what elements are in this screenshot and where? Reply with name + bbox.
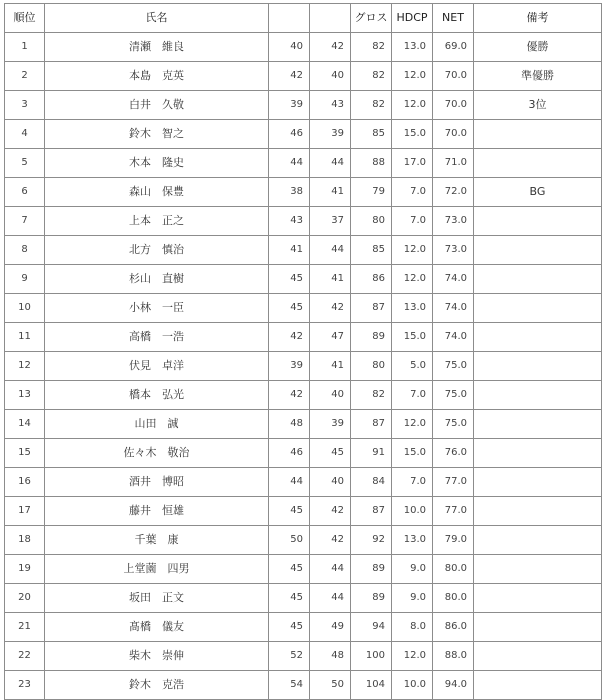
gross-cell: 104 <box>351 671 392 700</box>
rank-cell: 14 <box>5 410 45 439</box>
name-cell: 山田 誠 <box>45 410 269 439</box>
in-score-cell: 50 <box>310 671 351 700</box>
in-score-cell: 37 <box>310 207 351 236</box>
table-row <box>5 468 602 497</box>
table-row <box>5 265 602 294</box>
name-cell: 坂田 正文 <box>45 584 269 613</box>
name-cell: 藤井 恒雄 <box>45 497 269 526</box>
net-cell: 70.0 <box>433 62 474 91</box>
rank-cell: 21 <box>5 613 45 642</box>
in-score-cell: 39 <box>310 410 351 439</box>
gross-cell: 88 <box>351 149 392 178</box>
table-row <box>5 178 602 207</box>
in-score-cell: 44 <box>310 584 351 613</box>
table-row <box>5 642 602 671</box>
out-score-cell: 45 <box>269 294 310 323</box>
table-row <box>5 439 602 468</box>
hdcp-cell: 5.0 <box>392 352 433 381</box>
remarks-cell <box>474 120 602 149</box>
net-cell: 69.0 <box>433 33 474 62</box>
in-score-cell: 43 <box>310 91 351 120</box>
remarks-cell: 準優勝 <box>474 62 602 91</box>
hdcp-cell: 13.0 <box>392 33 433 62</box>
out-score-cell: 45 <box>269 265 310 294</box>
net-cell: 88.0 <box>433 642 474 671</box>
out-score-cell: 45 <box>269 497 310 526</box>
name-cell: 酒井 博昭 <box>45 468 269 497</box>
rank-cell: 3 <box>5 91 45 120</box>
hdcp-cell: 12.0 <box>392 62 433 91</box>
in-score-cell: 41 <box>310 352 351 381</box>
in-score-cell: 49 <box>310 613 351 642</box>
header-net: NET <box>433 4 474 33</box>
name-cell: 白井 久敬 <box>45 91 269 120</box>
remarks-cell <box>474 613 602 642</box>
gross-cell: 92 <box>351 526 392 555</box>
gross-cell: 87 <box>351 294 392 323</box>
rank-cell: 8 <box>5 236 45 265</box>
rank-cell: 15 <box>5 439 45 468</box>
remarks-cell <box>474 323 602 352</box>
net-cell: 80.0 <box>433 584 474 613</box>
gross-cell: 94 <box>351 613 392 642</box>
out-score-cell: 41 <box>269 236 310 265</box>
gross-cell: 89 <box>351 584 392 613</box>
net-cell: 71.0 <box>433 149 474 178</box>
gross-cell: 89 <box>351 323 392 352</box>
table-row <box>5 294 602 323</box>
header-name: 氏名 <box>45 4 269 33</box>
in-score-cell: 48 <box>310 642 351 671</box>
out-score-cell: 46 <box>269 439 310 468</box>
table-row <box>5 613 602 642</box>
hdcp-cell: 12.0 <box>392 410 433 439</box>
header-remarks: 備考 <box>474 4 602 33</box>
rank-cell: 18 <box>5 526 45 555</box>
hdcp-cell: 15.0 <box>392 439 433 468</box>
name-cell: 木本 隆史 <box>45 149 269 178</box>
name-cell: 柴木 崇伸 <box>45 642 269 671</box>
in-score-cell: 42 <box>310 294 351 323</box>
name-cell: 伏見 卓洋 <box>45 352 269 381</box>
gross-cell: 80 <box>351 207 392 236</box>
hdcp-cell: 17.0 <box>392 149 433 178</box>
gross-cell: 80 <box>351 352 392 381</box>
in-score-cell: 44 <box>310 555 351 584</box>
name-cell: 高橋 一浩 <box>45 323 269 352</box>
net-cell: 75.0 <box>433 381 474 410</box>
name-cell: 清瀬 維良 <box>45 33 269 62</box>
remarks-cell <box>474 439 602 468</box>
out-score-cell: 38 <box>269 178 310 207</box>
out-score-cell: 44 <box>269 468 310 497</box>
table-row <box>5 497 602 526</box>
hdcp-cell: 10.0 <box>392 671 433 700</box>
out-score-cell: 43 <box>269 207 310 236</box>
name-cell: 小林 一臣 <box>45 294 269 323</box>
name-cell: 上堂薗 四男 <box>45 555 269 584</box>
rank-cell: 13 <box>5 381 45 410</box>
net-cell: 73.0 <box>433 207 474 236</box>
gross-cell: 87 <box>351 410 392 439</box>
remarks-cell <box>474 236 602 265</box>
table-row <box>5 584 602 613</box>
hdcp-cell: 7.0 <box>392 178 433 207</box>
rank-cell: 12 <box>5 352 45 381</box>
hdcp-cell: 13.0 <box>392 526 433 555</box>
in-score-cell: 41 <box>310 178 351 207</box>
header-out <box>269 4 310 33</box>
out-score-cell: 39 <box>269 91 310 120</box>
name-cell: 橋本 弘光 <box>45 381 269 410</box>
remarks-cell <box>474 671 602 700</box>
gross-cell: 91 <box>351 439 392 468</box>
in-score-cell: 41 <box>310 265 351 294</box>
hdcp-cell: 9.0 <box>392 584 433 613</box>
name-cell: 千葉 康 <box>45 526 269 555</box>
header-gross: グロス <box>351 4 392 33</box>
table-row <box>5 62 602 91</box>
net-cell: 72.0 <box>433 178 474 207</box>
out-score-cell: 42 <box>269 62 310 91</box>
gross-cell: 86 <box>351 265 392 294</box>
net-cell: 75.0 <box>433 352 474 381</box>
table-row <box>5 671 602 700</box>
remarks-cell <box>474 381 602 410</box>
net-cell: 86.0 <box>433 613 474 642</box>
hdcp-cell: 13.0 <box>392 294 433 323</box>
table-row <box>5 410 602 439</box>
gross-cell: 82 <box>351 381 392 410</box>
out-score-cell: 45 <box>269 584 310 613</box>
out-score-cell: 48 <box>269 410 310 439</box>
table-row <box>5 91 602 120</box>
hdcp-cell: 15.0 <box>392 323 433 352</box>
gross-cell: 85 <box>351 236 392 265</box>
in-score-cell: 42 <box>310 497 351 526</box>
out-score-cell: 52 <box>269 642 310 671</box>
table-row <box>5 323 602 352</box>
table-row <box>5 381 602 410</box>
hdcp-cell: 7.0 <box>392 381 433 410</box>
hdcp-cell: 12.0 <box>392 642 433 671</box>
name-cell: 森山 保豊 <box>45 178 269 207</box>
rank-cell: 9 <box>5 265 45 294</box>
remarks-cell <box>474 468 602 497</box>
in-score-cell: 42 <box>310 33 351 62</box>
table-row <box>5 526 602 555</box>
net-cell: 80.0 <box>433 555 474 584</box>
gross-cell: 82 <box>351 62 392 91</box>
net-cell: 70.0 <box>433 120 474 149</box>
header-row <box>5 4 602 33</box>
table-row <box>5 207 602 236</box>
rank-cell: 19 <box>5 555 45 584</box>
rank-cell: 10 <box>5 294 45 323</box>
rank-cell: 11 <box>5 323 45 352</box>
rank-cell: 2 <box>5 62 45 91</box>
gross-cell: 100 <box>351 642 392 671</box>
hdcp-cell: 7.0 <box>392 468 433 497</box>
net-cell: 74.0 <box>433 265 474 294</box>
net-cell: 73.0 <box>433 236 474 265</box>
hdcp-cell: 12.0 <box>392 236 433 265</box>
hdcp-cell: 8.0 <box>392 613 433 642</box>
remarks-cell <box>474 497 602 526</box>
name-cell: 鈴木 克浩 <box>45 671 269 700</box>
table-row <box>5 555 602 584</box>
gross-cell: 82 <box>351 33 392 62</box>
remarks-cell <box>474 294 602 323</box>
rank-cell: 20 <box>5 584 45 613</box>
net-cell: 74.0 <box>433 294 474 323</box>
out-score-cell: 46 <box>269 120 310 149</box>
rank-cell: 17 <box>5 497 45 526</box>
hdcp-cell: 12.0 <box>392 265 433 294</box>
in-score-cell: 44 <box>310 236 351 265</box>
remarks-cell: BG <box>474 178 602 207</box>
in-score-cell: 45 <box>310 439 351 468</box>
in-score-cell: 40 <box>310 62 351 91</box>
out-score-cell: 42 <box>269 381 310 410</box>
rank-cell: 7 <box>5 207 45 236</box>
remarks-cell <box>474 555 602 584</box>
name-cell: 鈴木 智之 <box>45 120 269 149</box>
gross-cell: 89 <box>351 555 392 584</box>
remarks-cell <box>474 265 602 294</box>
remarks-cell <box>474 149 602 178</box>
hdcp-cell: 9.0 <box>392 555 433 584</box>
name-cell: 上本 正之 <box>45 207 269 236</box>
rank-cell: 23 <box>5 671 45 700</box>
rank-cell: 5 <box>5 149 45 178</box>
net-cell: 76.0 <box>433 439 474 468</box>
table-row <box>5 236 602 265</box>
table-row <box>5 149 602 178</box>
gross-cell: 85 <box>351 120 392 149</box>
remarks-cell <box>474 526 602 555</box>
remarks-cell <box>474 642 602 671</box>
remarks-cell <box>474 584 602 613</box>
out-score-cell: 45 <box>269 613 310 642</box>
gross-cell: 87 <box>351 497 392 526</box>
hdcp-cell: 15.0 <box>392 120 433 149</box>
header-in <box>310 4 351 33</box>
remarks-cell: 3位 <box>474 91 602 120</box>
hdcp-cell: 10.0 <box>392 497 433 526</box>
remarks-cell <box>474 352 602 381</box>
table-row <box>5 120 602 149</box>
header-hdcp: HDCP <box>392 4 433 33</box>
rank-cell: 1 <box>5 33 45 62</box>
in-score-cell: 44 <box>310 149 351 178</box>
gross-cell: 82 <box>351 91 392 120</box>
out-score-cell: 42 <box>269 323 310 352</box>
in-score-cell: 39 <box>310 120 351 149</box>
net-cell: 70.0 <box>433 91 474 120</box>
remarks-cell <box>474 410 602 439</box>
table-row <box>5 352 602 381</box>
name-cell: 本島 克英 <box>45 62 269 91</box>
in-score-cell: 40 <box>310 381 351 410</box>
results-table <box>4 3 602 700</box>
out-score-cell: 50 <box>269 526 310 555</box>
in-score-cell: 47 <box>310 323 351 352</box>
in-score-cell: 42 <box>310 526 351 555</box>
rank-cell: 4 <box>5 120 45 149</box>
net-cell: 77.0 <box>433 468 474 497</box>
rank-cell: 22 <box>5 642 45 671</box>
out-score-cell: 40 <box>269 33 310 62</box>
net-cell: 77.0 <box>433 497 474 526</box>
out-score-cell: 39 <box>269 352 310 381</box>
remarks-cell: 優勝 <box>474 33 602 62</box>
rank-cell: 16 <box>5 468 45 497</box>
gross-cell: 79 <box>351 178 392 207</box>
remarks-cell <box>474 207 602 236</box>
name-cell: 北方 慎治 <box>45 236 269 265</box>
hdcp-cell: 7.0 <box>392 207 433 236</box>
table-row <box>5 33 602 62</box>
name-cell: 佐々木 敬治 <box>45 439 269 468</box>
net-cell: 79.0 <box>433 526 474 555</box>
net-cell: 74.0 <box>433 323 474 352</box>
net-cell: 75.0 <box>433 410 474 439</box>
header-rank: 順位 <box>5 4 45 33</box>
in-score-cell: 40 <box>310 468 351 497</box>
name-cell: 髙橋 儀友 <box>45 613 269 642</box>
results-body <box>5 33 602 700</box>
name-cell: 杉山 直樹 <box>45 265 269 294</box>
rank-cell: 6 <box>5 178 45 207</box>
out-score-cell: 44 <box>269 149 310 178</box>
out-score-cell: 54 <box>269 671 310 700</box>
out-score-cell: 45 <box>269 555 310 584</box>
hdcp-cell: 12.0 <box>392 91 433 120</box>
net-cell: 94.0 <box>433 671 474 700</box>
gross-cell: 84 <box>351 468 392 497</box>
